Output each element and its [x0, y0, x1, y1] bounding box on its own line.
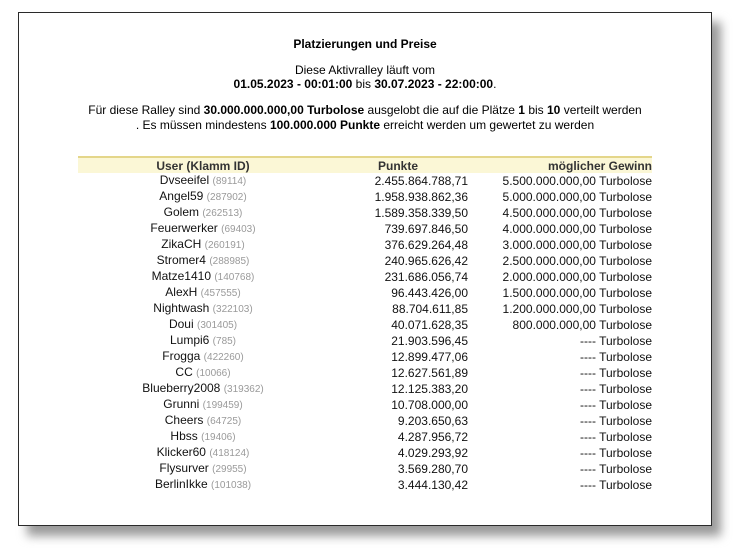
gain-cell: ---- Turbolose: [579, 445, 652, 460]
user-name: Nightwash: [153, 301, 210, 315]
klamm-id: (322103): [212, 304, 253, 315]
klamm-id: (422260): [203, 352, 244, 363]
table-row: [78, 397, 652, 413]
table-row: [78, 301, 652, 317]
klamm-id: (89114): [212, 176, 247, 187]
gain-cell: 800.000.000,00 Turbolose: [512, 317, 652, 332]
klamm-id: (288985): [209, 256, 250, 267]
user-cell: [78, 365, 328, 381]
klamm-id: (140768): [214, 272, 255, 283]
ranking-body: [78, 173, 652, 493]
gain-cell: ---- Turbolose: [579, 381, 652, 396]
period-intro: Diese Aktivralley läuft vom: [294, 63, 436, 77]
min-points: 100.000.000 Punkte: [269, 118, 381, 132]
user-name: Flysurver: [159, 461, 209, 475]
gain-cell: ---- Turbolose: [579, 333, 652, 348]
klamm-id: (19406): [201, 432, 236, 443]
user-cell: [78, 461, 328, 477]
klamm-id: (10066): [196, 368, 231, 379]
table-row: [78, 285, 652, 301]
gain-cell: 5.500.000.000,00 Turbolose: [502, 173, 652, 188]
table-row: [78, 205, 652, 221]
user-cell: [78, 445, 328, 461]
gain-cell: ---- Turbolose: [579, 365, 652, 380]
user-cell: [78, 477, 328, 493]
points-cell: 240.965.626,42: [384, 253, 468, 268]
info-text: bis: [524, 103, 547, 117]
user-cell: [78, 269, 328, 285]
info-text: verteilt werden: [560, 103, 642, 117]
user-name: Dvseeifel: [159, 173, 210, 187]
info-text: ausgelobt die auf die Plätze: [364, 103, 519, 117]
period-start: 01.05.2023 - 00:01:00: [233, 77, 353, 91]
points-cell: 3.444.130,42: [397, 477, 468, 492]
place-to: 10: [547, 103, 561, 117]
user-name: Blueberry2008: [142, 381, 221, 395]
klamm-id: (301405): [197, 320, 238, 331]
points-cell: 3.569.280,70: [397, 461, 468, 476]
points-cell: 9.203.650,63: [397, 413, 468, 428]
period-between: bis: [352, 77, 375, 91]
screenshot-paper: [18, 12, 712, 526]
gain-cell: 1.200.000.000,00 Turbolose: [502, 301, 652, 316]
gain-cell: ---- Turbolose: [579, 461, 652, 476]
user-name: Lumpi6: [169, 333, 210, 347]
period-end-suffix: .: [493, 77, 497, 91]
table-row: [78, 237, 652, 253]
min-points-info: [19, 118, 711, 132]
user-cell: [78, 429, 328, 445]
gain-cell: ---- Turbolose: [579, 477, 652, 492]
user-cell: [78, 301, 328, 317]
points-cell: 40.071.628,35: [391, 317, 468, 332]
klamm-id: (260191): [204, 240, 245, 251]
user-name: Frogga: [162, 349, 201, 363]
ranking-table: [78, 156, 652, 493]
points-cell: 21.903.596,45: [391, 333, 468, 348]
period-range: [19, 77, 711, 91]
info-text: . Es müssen mindestens: [135, 118, 270, 132]
user-cell: [78, 333, 328, 349]
points-cell: 12.627.561,89: [391, 365, 468, 380]
table-row: [78, 253, 652, 269]
user-cell: [78, 317, 328, 333]
user-name: Feuerwerker: [150, 221, 218, 235]
klamm-id: (64725): [206, 416, 242, 427]
user-cell: [78, 381, 328, 397]
info-text: erreicht werden um gewertet zu werden: [380, 118, 595, 132]
table-row: [78, 189, 652, 205]
klamm-id: (785): [212, 336, 237, 347]
header-gain: möglicher Gewinn: [468, 157, 652, 173]
points-cell: 231.686.056,74: [384, 269, 468, 284]
table-row: [78, 413, 652, 429]
points-cell: 1.958.938.862,36: [374, 189, 468, 204]
gain-cell: ---- Turbolose: [579, 349, 652, 364]
table-row: [78, 317, 652, 333]
table-header-row: [78, 157, 652, 173]
gain-cell: ---- Turbolose: [579, 429, 652, 444]
klamm-id: (319362): [223, 384, 264, 395]
prize-info: [19, 103, 711, 117]
user-cell: [78, 221, 328, 237]
user-cell: [78, 397, 328, 413]
points-cell: 739.697.846,50: [384, 221, 468, 236]
points-cell: 1.589.358.339,50: [374, 205, 468, 220]
user-cell: [78, 285, 328, 301]
points-cell: 96.443.426,00: [391, 285, 468, 300]
user-cell: [78, 349, 328, 365]
table-row: [78, 445, 652, 461]
table-row: [78, 461, 652, 477]
points-cell: 12.899.477,06: [391, 349, 468, 364]
user-cell: [78, 413, 328, 429]
gain-cell: 2.000.000.000,00 Turbolose: [502, 269, 652, 284]
user-name: Cheers: [164, 413, 204, 427]
user-name: BerlinIkke: [154, 477, 208, 491]
points-cell: 12.125.383,20: [391, 381, 468, 396]
table-row: [78, 477, 652, 493]
info-text: Für diese Ralley sind: [88, 103, 204, 117]
klamm-id: (199459): [202, 400, 243, 411]
user-name: Hbss: [170, 429, 198, 443]
table-row: [78, 429, 652, 445]
header-user: User (Klamm ID): [78, 157, 328, 173]
user-name: Klicker60: [156, 445, 206, 459]
user-cell: [78, 237, 328, 253]
gain-cell: 3.000.000.000,00 Turbolose: [502, 237, 652, 252]
klamm-id: (287902): [206, 192, 247, 203]
klamm-id: (101038): [211, 480, 252, 491]
user-name: AlexH: [165, 285, 198, 299]
user-name: CC: [175, 365, 193, 379]
points-cell: 376.629.264,48: [384, 237, 468, 252]
table-row: [78, 365, 652, 381]
points-cell: 4.287.956,72: [397, 429, 468, 444]
user-cell: [78, 189, 328, 205]
points-cell: 2.455.864.788,71: [374, 173, 468, 188]
table-row: [78, 269, 652, 285]
table-row: [78, 381, 652, 397]
klamm-id: (29955): [212, 464, 247, 475]
gain-cell: 2.500.000.000,00 Turbolose: [502, 253, 652, 268]
gain-cell: 4.500.000.000,00 Turbolose: [502, 205, 652, 220]
user-cell: [78, 173, 328, 189]
period-end: 30.07.2023 - 22:00:00: [374, 77, 494, 91]
user-name: Matze1410: [151, 269, 211, 283]
klamm-id: (69403): [221, 224, 256, 235]
user-name: ZikaCH: [161, 237, 202, 251]
klamm-id: (262513): [202, 208, 243, 219]
gain-cell: ---- Turbolose: [579, 413, 652, 428]
user-name: Grunni: [163, 397, 200, 411]
table-row: [78, 349, 652, 365]
table-row: [78, 221, 652, 237]
points-cell: 10.708.000,00: [391, 397, 468, 412]
place-from: 1: [518, 103, 525, 117]
points-cell: 4.029.293,92: [397, 445, 468, 460]
prize-total: 30.000.000.000,00 Turbolose: [203, 103, 365, 117]
points-cell: 88.704.611,85: [392, 301, 468, 316]
gain-cell: 4.000.000.000,00 Turbolose: [502, 221, 652, 236]
table-row: [78, 173, 652, 189]
klamm-id: (457555): [200, 288, 241, 299]
gain-cell: 1.500.000.000,00 Turbolose: [502, 285, 652, 300]
user-name: Golem: [163, 205, 199, 219]
user-name: Angel59: [159, 189, 204, 203]
user-name: Doui: [168, 317, 194, 331]
page-title: Platzierungen und Preise: [293, 37, 437, 51]
user-name: Stromer4: [156, 253, 206, 267]
user-cell: [78, 253, 328, 269]
user-cell: [78, 205, 328, 221]
gain-cell: 5.000.000.000,00 Turbolose: [502, 189, 652, 204]
gain-cell: ---- Turbolose: [579, 397, 652, 412]
header-points: Punkte: [328, 157, 468, 173]
table-row: [78, 333, 652, 349]
klamm-id: (418124): [209, 448, 250, 459]
